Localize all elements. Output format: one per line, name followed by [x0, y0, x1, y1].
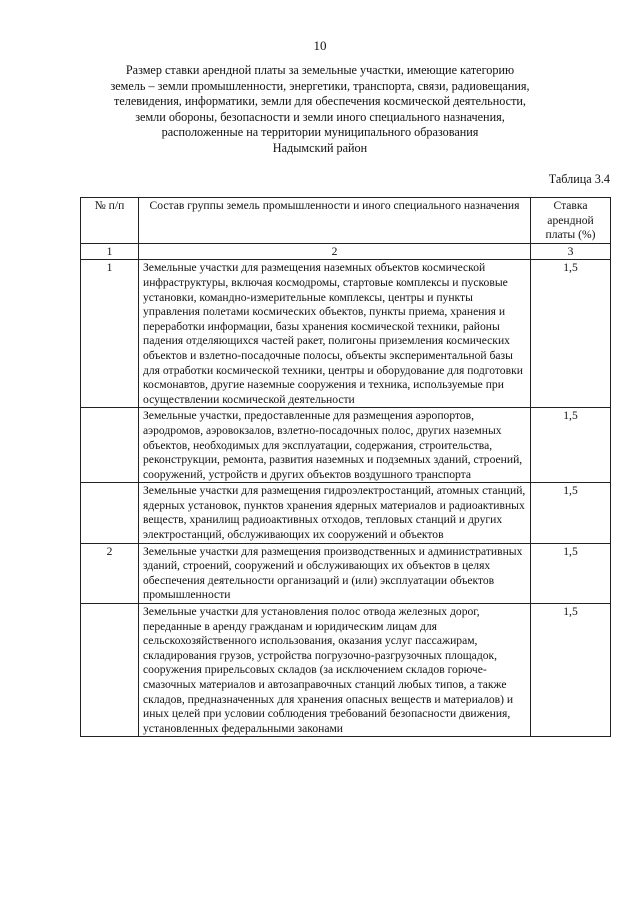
column-number: 1: [81, 243, 139, 260]
table-row: [81, 408, 611, 483]
table-row: [81, 604, 611, 737]
heading-line: расположенные на территории муниципального образования: [161, 125, 479, 140]
row-num: [81, 408, 139, 483]
row-rate: 1,5: [531, 260, 611, 408]
table-row: [81, 483, 611, 543]
row-desc: Земельные участки для размещения гидроэлектростанций, атомных станций, ядерных установок, пунктов хранения ядерных материалов и радиоактивных веществ, хранилищ радиоактивных отходов, тепловых станций и других электростанций, обслуживающих их сооружений и объектов: [139, 483, 531, 543]
heading-line: телевидения, информатики, земли для обеспечения космической деятельности,: [114, 94, 526, 109]
row-rate: 1,5: [531, 483, 611, 543]
header-desc: Состав группы земель промышленности и иного специального назначения: [139, 198, 531, 244]
row-num: 2: [81, 543, 139, 603]
header-rate: Ставка арендной платы (%): [531, 198, 611, 244]
table-header-row: [81, 198, 611, 244]
table-row: [81, 260, 611, 408]
row-num: [81, 604, 139, 737]
row-desc: Земельные участки для размещения производственных и административных зданий, строений, сооружений и обслуживающих их объектов в целях обеспечения деятельности организаций и (или) эксплуатации объектов промышленности: [139, 543, 531, 603]
row-rate: 1,5: [531, 408, 611, 483]
row-num: 1: [81, 260, 139, 408]
row-rate: 1,5: [531, 604, 611, 737]
column-number: 2: [139, 243, 531, 260]
page-number: 10: [313, 38, 327, 53]
column-number-row: [81, 243, 611, 260]
rates-table: [80, 197, 611, 737]
row-desc: Земельные участки для установления полос отвода железных дорог, переданные в аренду гражданам и юридическим лицам для сельскохозяйственного использования, оказания услуг пассажирам, складирования грузов, устройства погрузочно-разгрузочных площадок, сооружения прирельсовых складов (за исключением складов горюче-смазочных материалов и автозаправочных станций любых типов, а также складов, предназначенных для хранения опасных веществ и материалов) и иных целей при условии соблюдения требований безопасности движения, установленных федеральными законами: [139, 604, 531, 737]
row-desc: Земельные участки, предоставленные для размещения аэропортов, аэродромов, аэровокзалов, взлетно-посадочных полос, других наземных объектов, необходимых для эксплуатации, содержания, строительства, реконструкции, ремонта, развития наземных и подземных зданий, строений, сооружений, устройств и других объектов воздушного транспорта: [139, 408, 531, 483]
heading-line: земли обороны, безопасности и земли иного специального назначения,: [135, 109, 505, 124]
row-desc: Земельные участки для размещения наземных объектов космической инфраструктуры, включая космодромы, стартовые комплексы и пусковые установки, командно-измерительные комплексы, центры и пункты управления полетами космических объектов, пункты приема, хранения и переработки информации, базы хранения космической техники, районы падения отделяющихся частей ракет, полигоны приземления космических объектов и взлетно-посадочные полосы, объекты экспериментальной базы для отработки космической техники, центры и оборудование для подготовки космонавтов, другие наземные сооружения и техника, используемые при осуществлении космической деятельности: [139, 260, 531, 408]
table-row: [81, 543, 611, 603]
table-label: Таблица 3.4: [548, 172, 610, 186]
row-rate: 1,5: [531, 543, 611, 603]
row-num: [81, 483, 139, 543]
heading-line: Размер ставки арендной платы за земельные участки, имеющие категорию: [125, 63, 515, 77]
heading-line: земель – земли промышленности, энергетики, транспорта, связи, радиовещания,: [110, 78, 530, 93]
heading-line: Надымский район: [272, 140, 368, 155]
header-num: № п/п: [81, 198, 139, 244]
document-heading: [100, 63, 540, 157]
column-number: 3: [531, 243, 611, 260]
